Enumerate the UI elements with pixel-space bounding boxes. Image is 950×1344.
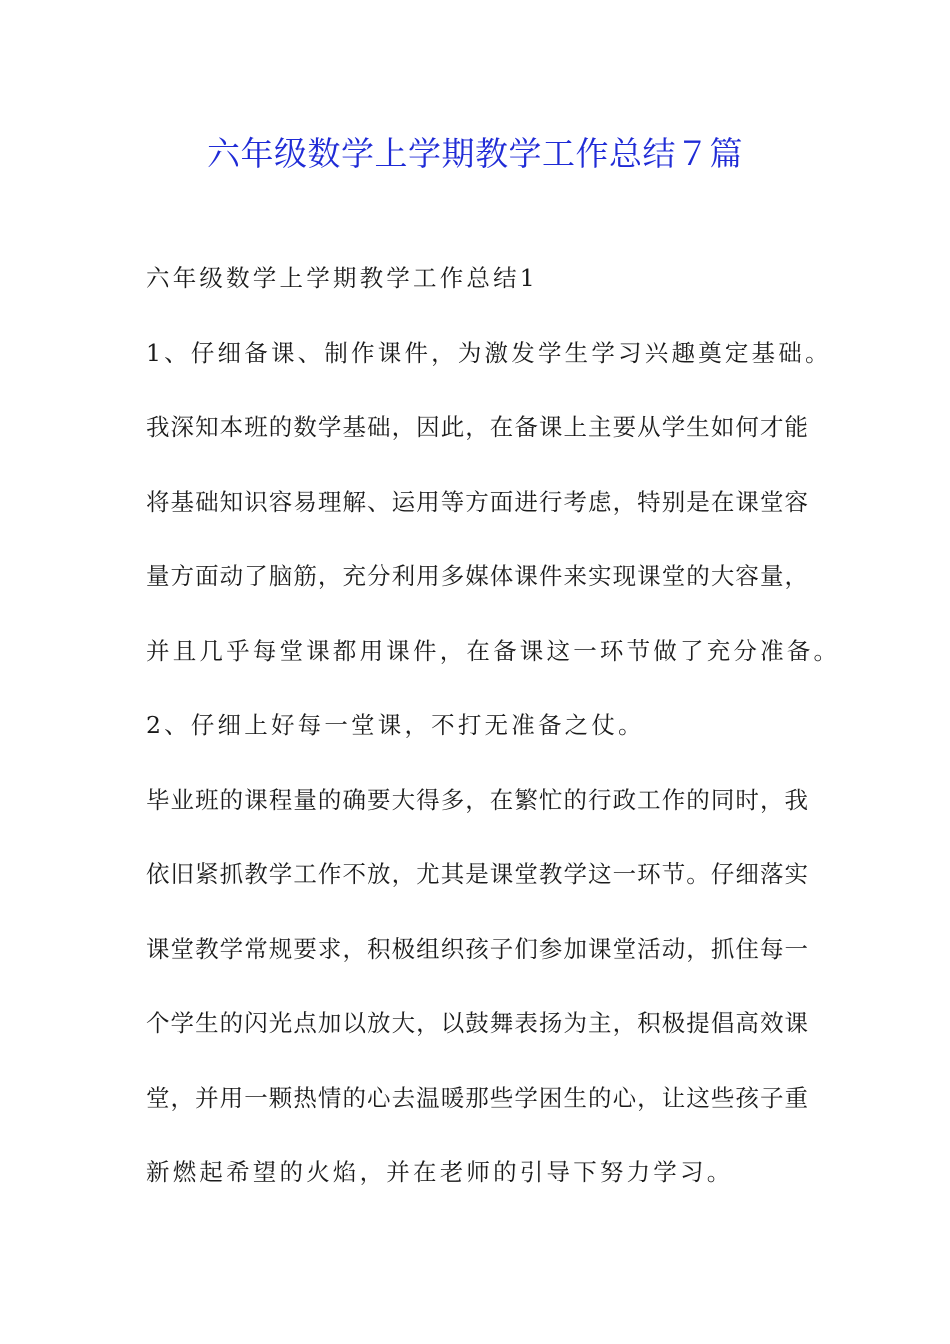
paragraph-line: 新燃起希望的火焰，并在老师的引导下努力学习。 [146,1158,734,1186]
paragraph-line: 我深知本班的数学基础，因此，在备课上主要从学生如何才能 [146,413,808,441]
section-heading: 六年级数学上学期教学工作总结1 [146,264,538,292]
paragraph-line: 依旧紧抓教学工作不放，尤其是课堂教学这一环节。仔细落实 [146,860,808,888]
list-item-heading: 1、仔细备课、制作课件，为激发学生学习兴趣奠定基础。 [146,338,832,367]
paragraph-line: 将基础知识容易理解、运用等方面进行考虑，特别是在课堂容 [146,487,808,516]
list-item-heading: 2、仔细上好每一堂课，不打无准备之仗。 [146,711,645,739]
document-title: 六年级数学上学期教学工作总结７篇 [207,134,743,173]
paragraph-line: 个学生的闪光点加以放大，以鼓舞表扬为主，积极提倡高效课 [146,1009,808,1037]
paragraph-line: 量方面动了脑筋，充分利用多媒体课件来实现课堂的大容量， [146,562,808,590]
paragraph-line: 并且几乎每堂课都用课件，在备课这一环节做了充分准备。 [146,636,841,665]
paragraph-line: 毕业班的课程量的确要大得多，在繁忙的行政工作的同时，我 [146,785,808,814]
paragraph-line: 堂，并用一颗热情的心去温暖那些学困生的心，让这些孩子重 [146,1083,808,1112]
paragraph-line: 课堂教学常规要求，积极组织孩子们参加课堂活动，抓住每一 [146,934,808,963]
document-body [146,260,841,1229]
